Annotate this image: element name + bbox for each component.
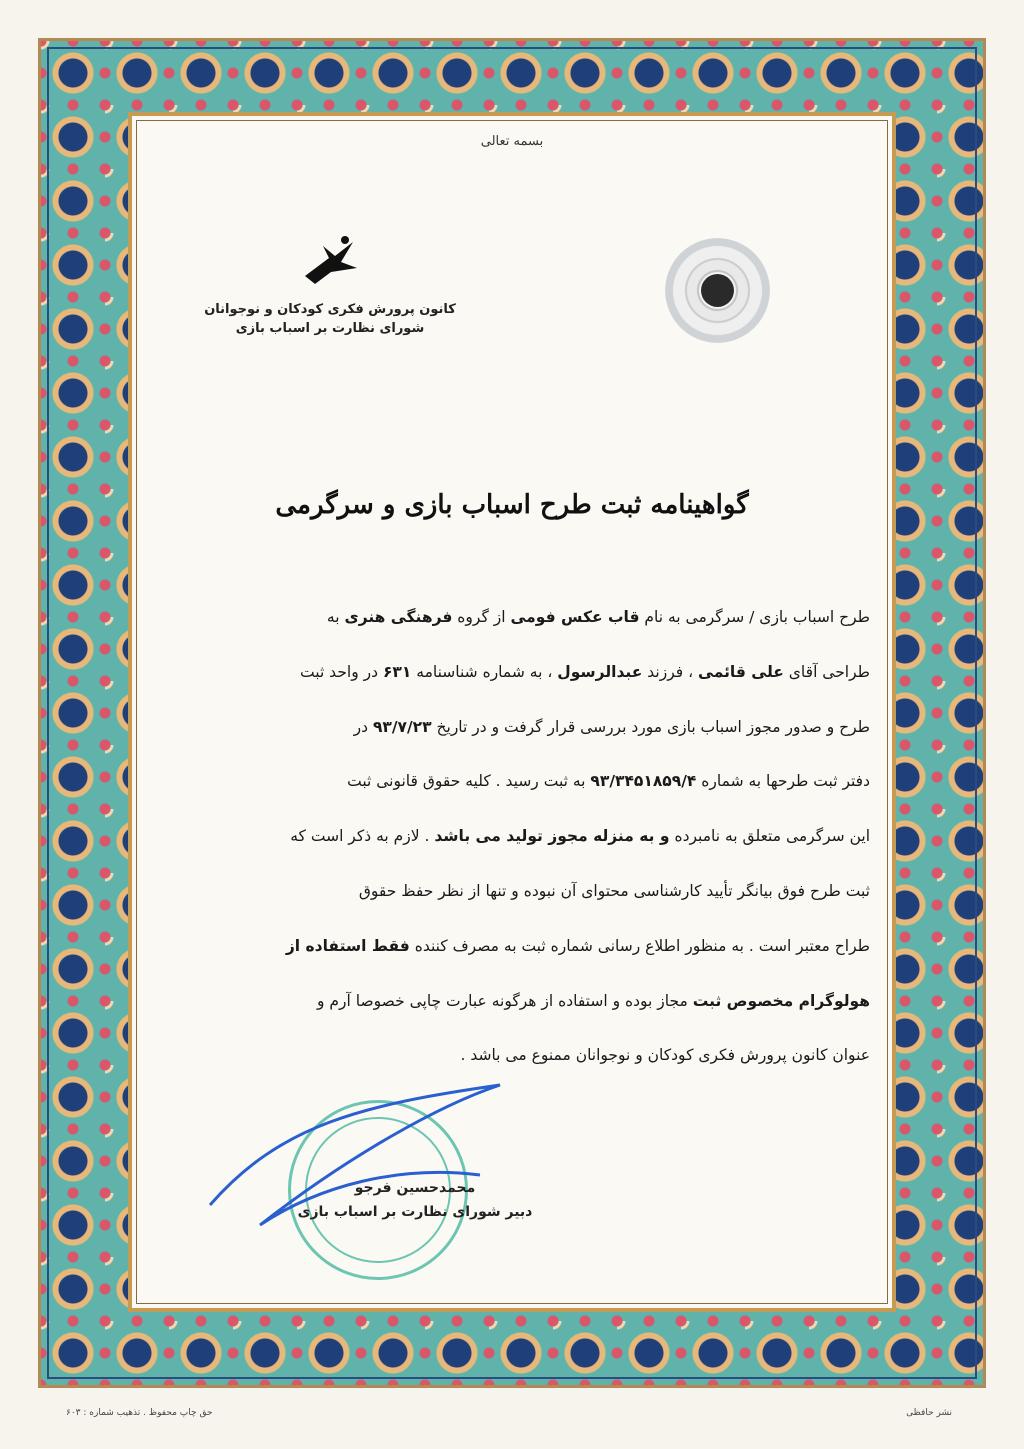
body-bold-segment: و به منزله مجوز تولید می باشد: [434, 827, 670, 846]
body-text-segment: در: [353, 717, 373, 736]
signature-block: [250, 1180, 580, 1220]
body-text-segment: . لازم به ذکر است که: [290, 827, 435, 846]
body-text-segment: طرح و صدور مجوز اسباب بازی مورد بررسی قرار گرفت و در تاریخ: [431, 717, 870, 736]
body-line: [150, 864, 870, 919]
body-bold-segment: علی قائمی: [698, 662, 784, 681]
signatory-title: دبیر شورای نظارت بر اسباب بازی: [297, 1204, 533, 1220]
body-line: [150, 974, 870, 1029]
body-text-segment: طراحی آقای: [783, 662, 870, 681]
body-text-segment: دفتر ثبت طرحها به شماره: [696, 772, 870, 791]
body-text-segment: طراح معتبر است . به منظور اطلاع رسانی شماره ثبت به مصرف کننده: [409, 936, 870, 955]
organization-name: کانون پرورش فکری کودکان و نوجوانان: [204, 302, 456, 317]
body-line: [150, 919, 870, 974]
body-text-segment: ثبت طرح فوق بیانگر تأیید کارشناسی محتوای آن نبوده و تنها از نظر حفظ حقوق: [358, 881, 870, 900]
body-text-segment: عنوان کانون پرورش فکری کودکان و نوجوانان ممنوع می باشد .: [460, 1046, 870, 1065]
body-bold-segment: فرهنگی هنری: [344, 608, 453, 626]
body-text-segment: مجاز بوده و استفاده از هرگونه عبارت چاپی خصوصا آرم و: [317, 991, 693, 1010]
body-line: [150, 645, 870, 700]
organization-council: شورای نظارت بر اسباب بازی: [235, 321, 425, 336]
body-bold-segment: هولوگرام مخصوص ثبت: [692, 991, 870, 1010]
body-line: [150, 590, 870, 645]
body-line: [150, 700, 870, 755]
copyright-footer: حق چاپ محفوظ . تذهیب شماره : ۶۰۳: [66, 1408, 213, 1418]
body-text-segment: به: [326, 608, 345, 626]
body-bold-segment: فقط استفاده از: [285, 936, 410, 955]
body-line: [150, 1028, 870, 1083]
body-bold-segment: ۹۳/۳۴۵۱۸۵۹/۴: [590, 772, 697, 791]
body-bold-segment: قاب عکس فومی: [510, 608, 640, 626]
body-text-segment: این سرگرمی متعلق به نامبرده: [669, 827, 870, 846]
body-text-segment: ، به شماره شناسنامه: [411, 662, 558, 681]
body-text-segment: ، فرزند: [642, 662, 699, 681]
certificate-body: [150, 590, 870, 1083]
body-text-segment: به ثبت رسید . کلیه حقوق قانونی ثبت: [347, 772, 591, 791]
body-bold-segment: عبدالرسول: [557, 662, 643, 681]
signatory-name: محمدحسین فرجو: [354, 1180, 476, 1196]
organization-logo-block: [200, 228, 460, 336]
body-bold-segment: ۶۳۱: [382, 662, 412, 681]
body-line: [150, 809, 870, 864]
hologram-center: [701, 274, 734, 307]
bismillah-heading: بسمه تعالی: [480, 134, 544, 149]
body-text-segment: در واحد ثبت: [300, 662, 383, 681]
certificate-title: گواهینامه ثبت طرح اسباب بازی و سرگرمی: [275, 490, 749, 520]
body-text-segment: از گروه: [452, 608, 511, 626]
body-line: [150, 754, 870, 809]
hologram-seal-icon: [665, 238, 770, 343]
publisher-footer: نشر حافظی: [906, 1408, 952, 1418]
body-bold-segment: ۹۳/۷/۲۳: [372, 717, 432, 736]
body-text-segment: طرح اسباب بازی / سرگرمی به نام: [639, 608, 870, 626]
kanoon-bird-logo-icon: [295, 228, 365, 298]
